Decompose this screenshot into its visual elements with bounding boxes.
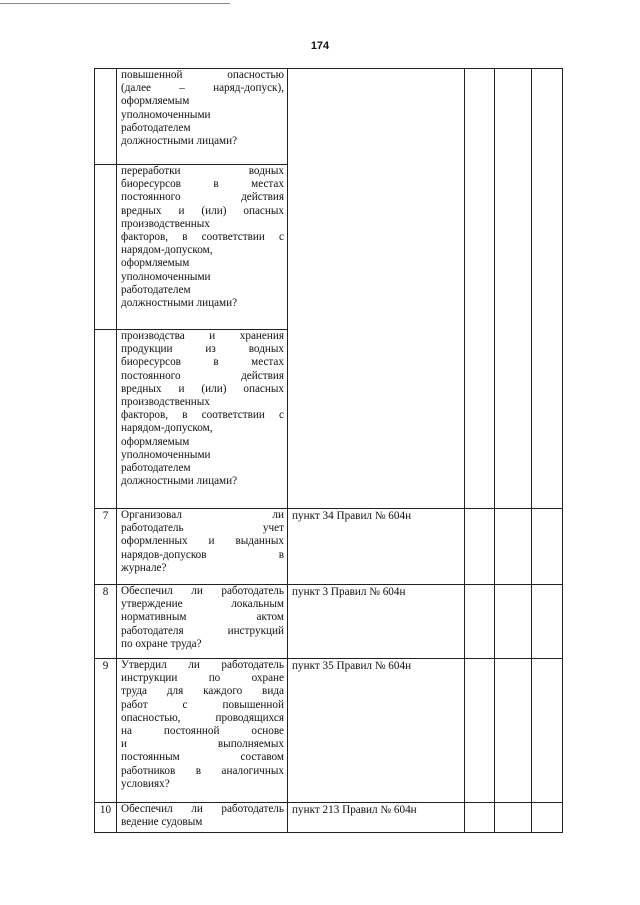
question-line: работодателем bbox=[121, 121, 191, 134]
question-line: условиях? bbox=[121, 777, 170, 790]
row-number: 8 bbox=[95, 585, 117, 659]
question-line: постоянного действия bbox=[121, 191, 284, 204]
question-line: инструкции по охране bbox=[121, 672, 284, 685]
row-number bbox=[95, 165, 117, 330]
question-line: ведение судовым bbox=[121, 816, 203, 829]
question-line: работников в аналогичных bbox=[121, 764, 284, 777]
question-line: работодатель учет bbox=[121, 522, 284, 535]
question-line: уполномоченными bbox=[121, 448, 211, 461]
answer-no-cell bbox=[495, 585, 532, 659]
question-line: работ с повышенной bbox=[121, 698, 284, 711]
row-number: 7 bbox=[95, 509, 117, 585]
answer-na-cell bbox=[532, 585, 563, 659]
question-line: (далее – наряд-допуск), bbox=[121, 82, 284, 95]
row-number bbox=[95, 69, 117, 165]
answer-no-cell bbox=[495, 69, 532, 509]
answer-no-cell bbox=[495, 509, 532, 585]
question-line: Обеспечил ли работодатель bbox=[121, 585, 284, 597]
question-line: нарядом-допуском, bbox=[121, 244, 213, 257]
reference-cell: пункт 35 Правил № 604н bbox=[288, 659, 465, 803]
question-line: и выполняемых bbox=[121, 738, 284, 751]
question-line: труда для каждого вида bbox=[121, 685, 284, 698]
table-row bbox=[95, 69, 563, 165]
question-line: по охране труда? bbox=[121, 637, 202, 650]
question-line: факторов, в соответствии с bbox=[121, 409, 284, 422]
question-line: опасностью, проводящихся bbox=[121, 711, 284, 724]
question-line: производства и хранения bbox=[121, 330, 284, 342]
question-cell bbox=[117, 803, 288, 833]
question-line: Утвердил ли работодатель bbox=[121, 659, 284, 671]
question-line: постоянного действия bbox=[121, 369, 284, 382]
page-number: 174 bbox=[310, 40, 330, 52]
row-number bbox=[95, 330, 117, 509]
top-rule bbox=[0, 3, 230, 4]
question-line: работодателем bbox=[121, 283, 191, 296]
question-line: переработки водных bbox=[121, 165, 284, 177]
question-line: нормативным актом bbox=[121, 611, 284, 624]
question-line: биоресурсов в местах bbox=[121, 356, 284, 369]
question-line: вредных и (или) опасных bbox=[121, 382, 284, 395]
answer-yes-cell bbox=[465, 509, 495, 585]
checklist-table bbox=[94, 68, 563, 833]
question-line: Организовал ли bbox=[121, 509, 284, 521]
answer-yes-cell bbox=[465, 585, 495, 659]
question-cell bbox=[117, 585, 288, 659]
answer-na-cell bbox=[532, 803, 563, 833]
question-line: на постоянной основе bbox=[121, 725, 284, 738]
question-line: работодателем bbox=[121, 462, 191, 475]
answer-na-cell bbox=[532, 69, 563, 509]
question-line: оформляемым bbox=[121, 257, 190, 270]
question-line: работодателя инструкций bbox=[121, 624, 284, 637]
question-line: уполномоченными bbox=[121, 108, 211, 121]
answer-no-cell bbox=[495, 803, 532, 833]
answer-na-cell bbox=[532, 659, 563, 803]
question-line: нарядом-допуском, bbox=[121, 422, 213, 435]
reference-cell: пункт 3 Правил № 604н bbox=[288, 585, 465, 659]
question-line: нарядов-допусков в bbox=[121, 548, 284, 561]
question-line: факторов, в соответствии с bbox=[121, 231, 284, 244]
question-line: производственных bbox=[121, 217, 210, 230]
question-line: оформляемым bbox=[121, 95, 190, 108]
question-line: журнале? bbox=[121, 561, 167, 574]
question-line: производственных bbox=[121, 396, 210, 409]
answer-yes-cell bbox=[465, 659, 495, 803]
reference-cell: пункт 34 Правил № 604н bbox=[288, 509, 465, 585]
reference-cell: пункт 213 Правил № 604н bbox=[288, 803, 465, 833]
question-cell bbox=[117, 509, 288, 585]
question-line: должностными лицами? bbox=[121, 475, 238, 488]
question-line: должностными лицами? bbox=[121, 297, 238, 310]
answer-no-cell bbox=[495, 659, 532, 803]
answer-na-cell bbox=[532, 509, 563, 585]
table-row bbox=[95, 585, 563, 659]
question-cell bbox=[117, 69, 288, 165]
question-line: повышенной опасностью bbox=[121, 69, 284, 81]
question-cell bbox=[117, 330, 288, 509]
table-row bbox=[95, 659, 563, 803]
question-line: оформленных и выданных bbox=[121, 535, 284, 548]
table-row bbox=[95, 509, 563, 585]
question-cell bbox=[117, 165, 288, 330]
question-line: продукции из водных bbox=[121, 343, 284, 356]
question-line: постоянным составом bbox=[121, 751, 284, 764]
question-cell bbox=[117, 659, 288, 803]
question-line: должностными лицами? bbox=[121, 135, 238, 148]
reference-cell bbox=[288, 69, 465, 509]
row-number: 9 bbox=[95, 659, 117, 803]
row-number: 10 bbox=[95, 803, 117, 833]
answer-yes-cell bbox=[465, 803, 495, 833]
question-line: уполномоченными bbox=[121, 270, 211, 283]
question-line: биоресурсов в местах bbox=[121, 178, 284, 191]
answer-yes-cell bbox=[465, 69, 495, 509]
question-line: Обеспечил ли работодатель bbox=[121, 803, 284, 815]
question-line: утверждение локальным bbox=[121, 598, 284, 611]
question-line: вредных и (или) опасных bbox=[121, 204, 284, 217]
question-line: оформляемым bbox=[121, 435, 190, 448]
table-row bbox=[95, 803, 563, 833]
